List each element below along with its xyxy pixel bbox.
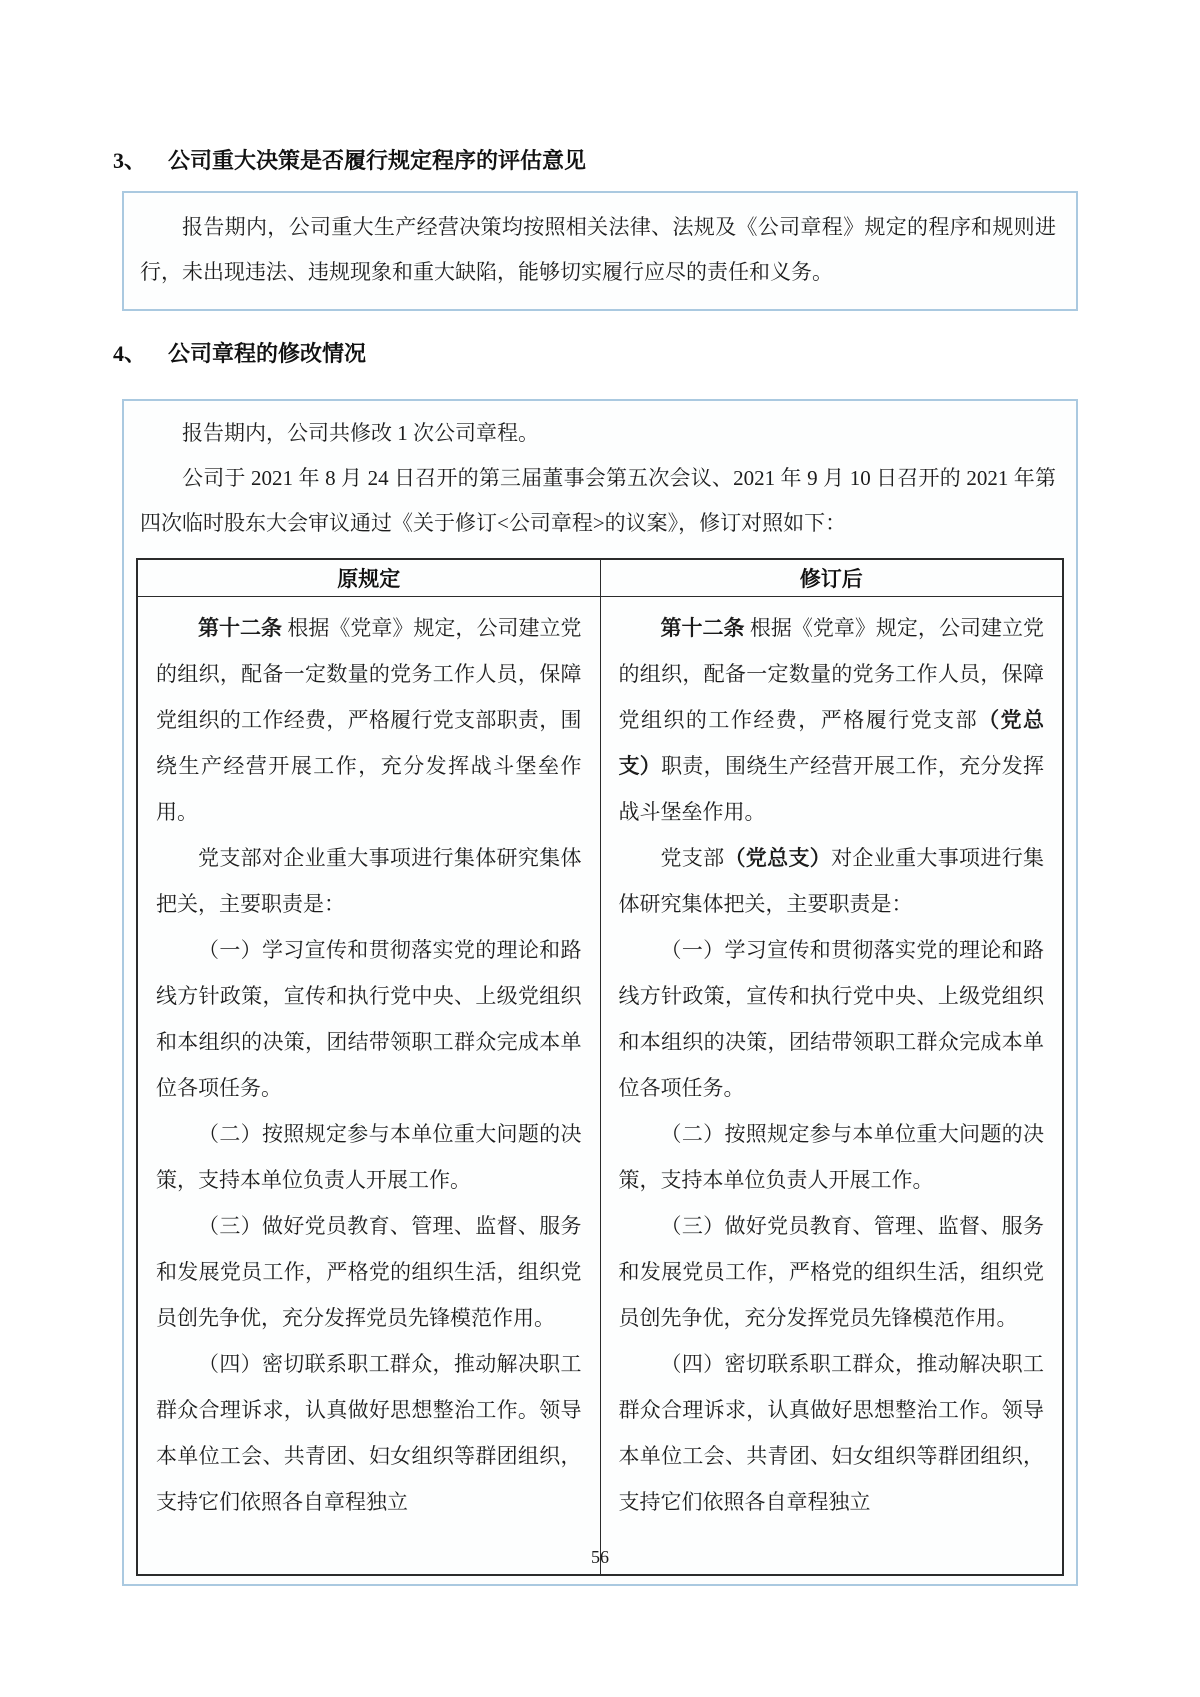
paragraph: 公司于 2021 年 8 月 24 日召开的第三届董事会第五次会议、2021 年 9 月 10 日召开的 2021 年第四次临时股东大会审议通过《关于修订<公司章程>的议案》，修订对照如下： [140,466,1056,535]
column-header-revised: 修订后 [600,559,1063,597]
paragraph: 第十二条 根据《党章》规定，公司建立党的组织，配备一定数量的党务工作人员，保障党组织的工作经费，严格履行党支部（党总支）职责，围绕生产经营开展工作，充分发挥战斗堡垒作用。 [618,616,1045,824]
section-3-heading [113,146,1078,176]
paragraph: （四）密切联系职工群众，推动解决职工群众合理诉求，认真做好思想整治工作。领导本单位工会、共青团、妇女组织等群团组织，支持它们依照各自章程独立 [618,1352,1044,1514]
section-4-number: 4、 [113,341,147,366]
paragraph: （四）密切联系职工群众，推动解决职工群众合理诉求，认真做好思想整治工作。领导本单位工会、共青团、妇女组织等群团组织，支持它们依照各自章程独立 [156,1352,582,1514]
revised-regulation-cell [600,597,1063,1575]
paragraph: 报告期内，公司共修改 1 次公司章程。 [182,421,539,445]
paragraph: 党支部（党总支）对企业重大事项进行集体研究集体把关，主要职责是： [618,846,1045,916]
original-regulation-cell [137,597,600,1575]
paragraph: （二）按照规定参与本单位重大问题的决策，支持本单位负责人开展工作。 [618,1122,1044,1192]
page-number: 56 [591,1547,609,1567]
section-4-callout [122,399,1078,1586]
section-3-number: 3、 [113,148,147,173]
paragraph: （一）学习宣传和贯彻落实党的理论和路线方针政策，宣传和执行党中央、上级党组织和本组织的决策，团结带领职工群众完成本单位各项任务。 [618,938,1044,1100]
section-3-callout [122,191,1078,311]
charter-comparison-table [136,558,1064,1576]
comparison-body-row [137,597,1063,1575]
paragraph: 党支部对企业重大事项进行集体研究集体把关，主要职责是： [156,846,582,916]
paragraph: （一）学习宣传和贯彻落实党的理论和路线方针政策，宣传和执行党中央、上级党组织和本组织的决策，团结带领职工群众完成本单位各项任务。 [156,938,582,1100]
comparison-header-row [137,559,1063,597]
paragraph: 第十二条 根据《党章》规定，公司建立党的组织，配备一定数量的党务工作人员，保障党组织的工作经费，严格履行党支部职责，围绕生产经营开展工作，充分发挥战斗堡垒作用。 [156,616,582,824]
comparison-table-body [137,597,1063,1575]
column-header-original: 原规定 [137,559,600,597]
section-3-body: 报告期内，公司重大生产经营决策均按照相关法律、法规及《公司章程》规定的程序和规则进行，未出现违法、违规现象和重大缺陷，能够切实履行应尽的责任和义务。 [140,215,1056,284]
section-4-intro [136,411,1064,546]
comparison-table-head [137,559,1063,597]
section-4-heading [113,339,1078,369]
section-3-title: 公司重大决策是否履行规定程序的评估意见 [168,148,587,173]
paragraph: （三）做好党员教育、管理、监督、服务和发展党员工作，严格党的组织生活，组织党员创先争优，充分发挥党员先锋模范作用。 [156,1214,582,1330]
paragraph: （二）按照规定参与本单位重大问题的决策，支持本单位负责人开展工作。 [156,1122,582,1192]
paragraph: （三）做好党员教育、管理、监督、服务和发展党员工作，严格党的组织生活，组织党员创先争优，充分发挥党员先锋模范作用。 [618,1214,1044,1330]
section-4-title: 公司章程的修改情况 [168,341,367,366]
